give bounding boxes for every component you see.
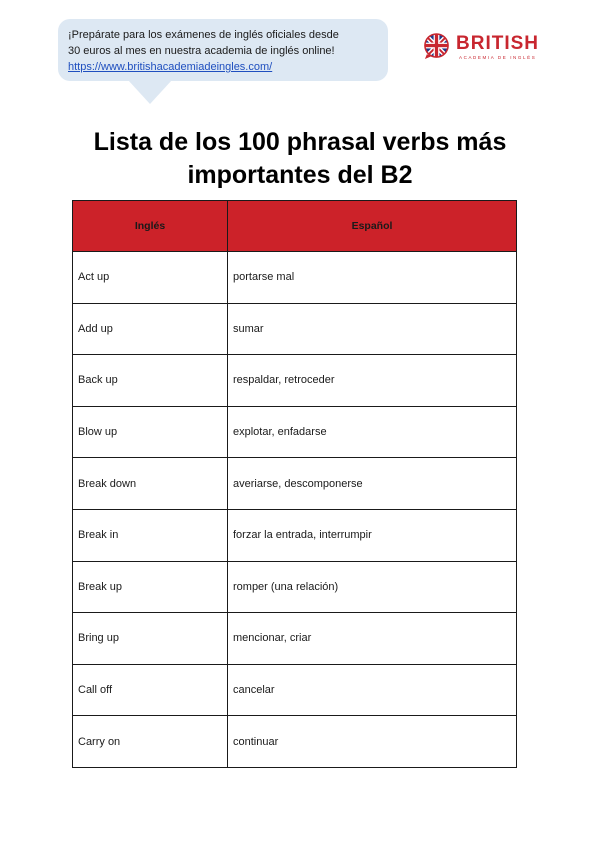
uk-flag-chat-icon [423, 33, 450, 60]
table-row [73, 664, 517, 716]
page-title-line-2: importantes del B2 [187, 161, 413, 189]
english-cell: Break down [73, 458, 228, 510]
table-header-row [73, 201, 517, 252]
promo-bubble-tail [128, 80, 172, 104]
spanish-cell: continuar [228, 716, 517, 768]
spanish-cell: forzar la entrada, interrumpir [228, 509, 517, 561]
english-cell: Add up [73, 303, 228, 355]
promo-line-1: ¡Prepárate para los exámenes de inglés oficiales desde [68, 29, 339, 41]
promo-link[interactable]: https://www.britishacademiadeingles.com/ [68, 61, 273, 73]
table-row [73, 716, 517, 768]
column-header-english: Inglés [73, 201, 228, 252]
table-row [73, 303, 517, 355]
english-cell: Act up [73, 252, 228, 304]
english-cell: Bring up [73, 613, 228, 665]
spanish-cell: respaldar, retroceder [228, 355, 517, 407]
table-row [73, 406, 517, 458]
english-cell: Call off [73, 664, 228, 716]
column-header-spanish: Español [228, 201, 517, 252]
spanish-cell: portarse mal [228, 252, 517, 304]
brand-name: BRITISH [456, 33, 539, 54]
spanish-cell: averiarse, descomponerse [228, 458, 517, 510]
spanish-cell: romper (una relación) [228, 561, 517, 613]
table-row [73, 252, 517, 304]
promo-line-2: 30 euros al mes en nuestra academia de inglés online! [68, 45, 335, 57]
promo-banner [58, 19, 388, 81]
spanish-cell: cancelar [228, 664, 517, 716]
table-row [73, 355, 517, 407]
brand-tagline: ACADEMIA DE INGLÉS [459, 55, 537, 60]
page-title-line-1: Lista de los 100 phrasal verbs más [93, 128, 507, 156]
spanish-cell: sumar [228, 303, 517, 355]
table-row [73, 561, 517, 613]
spanish-cell: mencionar, criar [228, 613, 517, 665]
phrasal-verbs-table [72, 200, 517, 768]
page-title [0, 126, 600, 192]
table-row [73, 509, 517, 561]
spanish-cell: explotar, enfadarse [228, 406, 517, 458]
table-row [73, 613, 517, 665]
english-cell: Back up [73, 355, 228, 407]
english-cell: Blow up [73, 406, 228, 458]
english-cell: Break up [73, 561, 228, 613]
table-row [73, 458, 517, 510]
brand-logo[interactable] [423, 32, 548, 62]
english-cell: Carry on [73, 716, 228, 768]
english-cell: Break in [73, 509, 228, 561]
